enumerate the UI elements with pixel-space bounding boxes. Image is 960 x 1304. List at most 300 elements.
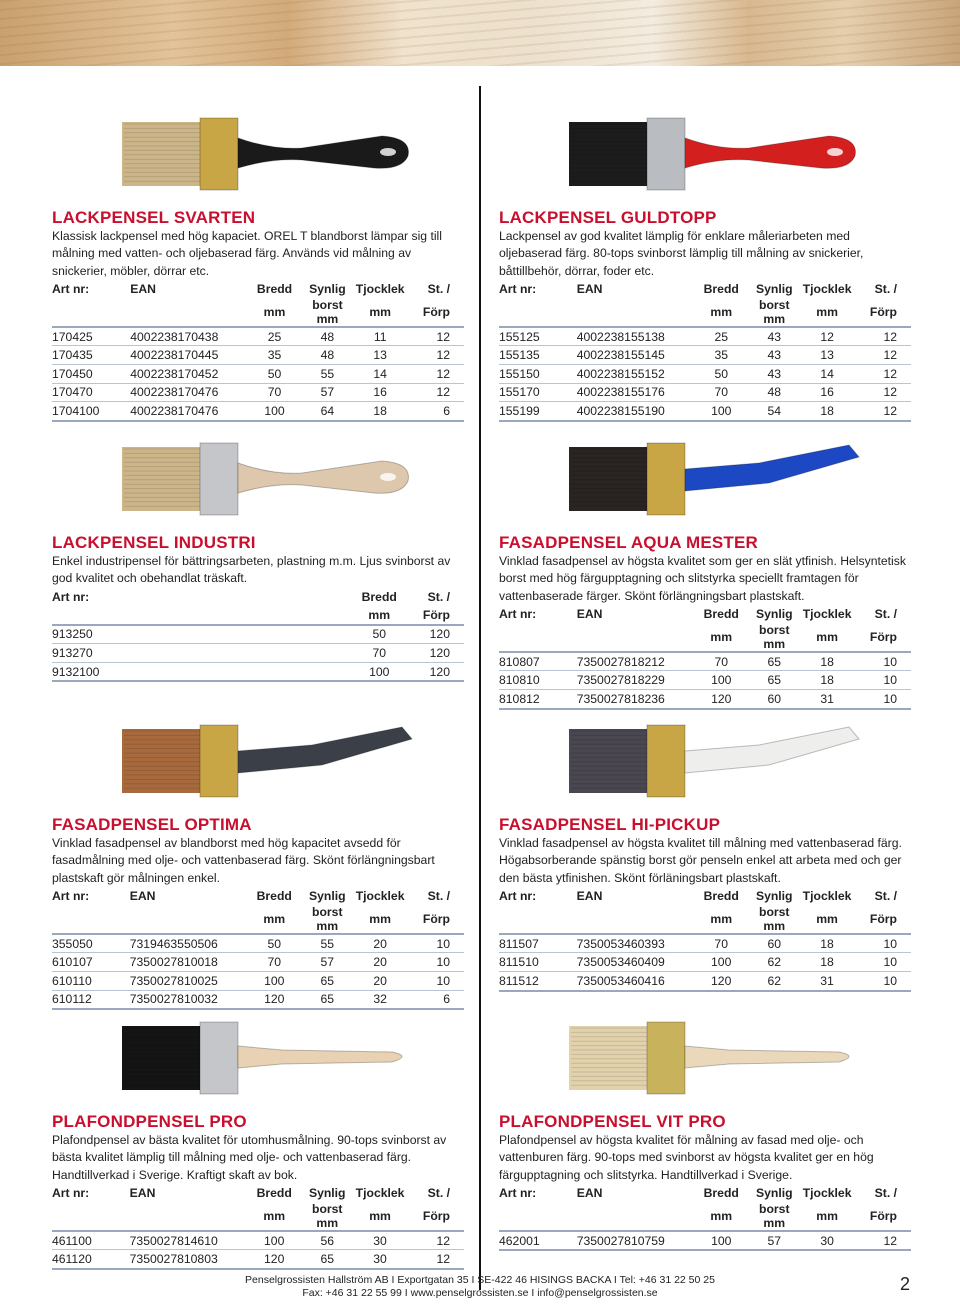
table-cell: 43 xyxy=(749,327,799,346)
table-header-unit xyxy=(499,905,577,934)
table-cell: 12 xyxy=(408,1231,464,1250)
table-cell: 20 xyxy=(352,972,407,991)
table-cell: 4002238170452 xyxy=(130,365,247,384)
table-cell: 20 xyxy=(352,953,407,972)
table-cell: 65 xyxy=(302,1250,352,1269)
table-row xyxy=(52,934,464,953)
table-header: Synlig xyxy=(755,1185,793,1200)
table-cell: 62 xyxy=(749,953,799,972)
table-row xyxy=(499,671,911,690)
table-header-unit: Förp xyxy=(855,905,911,934)
table-header: Synlig xyxy=(755,888,793,903)
table-header: Tjocklek xyxy=(802,606,852,621)
table-header: EAN xyxy=(129,888,156,903)
spec-table xyxy=(499,605,911,710)
table-header: Art nr: xyxy=(52,589,90,604)
table-cell: 811507 xyxy=(499,934,577,953)
table-cell xyxy=(132,625,246,644)
table-cell: 811510 xyxy=(499,953,577,972)
table-cell: 7350053460393 xyxy=(577,934,694,953)
table-cell: 60 xyxy=(749,934,799,953)
table-cell: 7350027810018 xyxy=(130,953,247,972)
table-cell: 155199 xyxy=(499,402,577,421)
table-row xyxy=(52,327,464,346)
table-cell: 7350027810759 xyxy=(577,1231,694,1251)
table-cell: 12 xyxy=(855,383,911,402)
spec-table xyxy=(499,887,911,992)
table-header-unit: mm xyxy=(799,905,854,934)
table-header: Tjocklek xyxy=(355,888,405,903)
table-cell: 11 xyxy=(353,327,408,346)
brush-ferrule xyxy=(647,118,685,190)
table-header-unit xyxy=(52,298,130,327)
table-header: Art nr: xyxy=(52,281,90,296)
table-header-unit: mm xyxy=(693,905,749,934)
table-header: Tjocklek xyxy=(802,888,852,903)
table-cell: 57 xyxy=(749,1231,799,1251)
brush-ferrule xyxy=(200,1022,238,1094)
table-cell: 12 xyxy=(855,365,911,384)
table-header xyxy=(132,588,246,606)
brush-handle xyxy=(685,445,859,491)
brush-ferrule xyxy=(647,443,685,515)
handle-hole xyxy=(380,473,396,481)
product-title: FASADPENSEL HI-PICKUP xyxy=(499,815,721,834)
header-wood-banner xyxy=(0,0,960,66)
table-cell: 14 xyxy=(353,365,408,384)
table-cell: 120 xyxy=(407,625,464,644)
table-cell: 810807 xyxy=(499,652,577,671)
table-cell: 35 xyxy=(247,346,303,365)
table-cell: 7350027814610 xyxy=(130,1231,247,1250)
table-header: Synlig xyxy=(308,888,346,903)
page-number: 2 xyxy=(900,1274,911,1294)
table-cell: 48 xyxy=(302,346,352,365)
table-cell: 610107 xyxy=(52,953,130,972)
table-cell: 7350053460416 xyxy=(577,972,694,991)
table-header: St. / xyxy=(427,589,450,604)
table-cell: 65 xyxy=(749,652,799,671)
table-row xyxy=(499,690,911,709)
brush-handle xyxy=(238,1046,402,1068)
table-cell: 6 xyxy=(408,402,464,421)
table-cell: 913270 xyxy=(52,644,132,663)
table-cell: 7350027818236 xyxy=(577,690,694,709)
table-cell xyxy=(302,662,352,681)
table-cell xyxy=(247,625,302,644)
table-header-unit: borst mm xyxy=(749,298,799,327)
brush-ferrule xyxy=(647,1022,685,1094)
table-header-unit: Förp xyxy=(855,623,911,652)
table-cell: 20 xyxy=(352,934,407,953)
product-description: Plafondpensel av bästa kvalitet för utomhusmålning. 90-tops svinborst av bästa kvalitet lämplig till målning med olje- och vattenbaserad färg. Handtillverkad i Sverige. Kraftigt skaft av bok. xyxy=(52,1133,447,1182)
product-image xyxy=(559,108,911,208)
table-header-unit: mm xyxy=(352,606,407,625)
table-header: Bredd xyxy=(361,589,397,604)
table-cell: 25 xyxy=(247,327,303,346)
table-header-unit: borst mm xyxy=(749,623,799,652)
table-header-unit: mm xyxy=(799,623,854,652)
table-cell: 7350053460409 xyxy=(577,953,694,972)
table-header: Art nr: xyxy=(499,606,537,621)
brush-image xyxy=(559,715,879,815)
table-header: St. / xyxy=(874,1185,897,1200)
table-cell: 14 xyxy=(799,365,854,384)
footer-contact: Fax: +46 31 22 55 99 I www.penselgrossisten.se I info@penselgrossisten.se xyxy=(302,1287,658,1299)
table-header: Bredd xyxy=(256,281,293,296)
table-cell: 7350027810032 xyxy=(130,990,247,1009)
table-header-unit: Förp xyxy=(408,298,464,327)
handle-hole xyxy=(380,148,396,156)
product-description: Vinklad fasadpensel av högsta kvalitet som ger en slät ytfinish. Helsyntetisk borst med hög färgupptagning och slitstyrka speciellt framtagen för vattenbaserade färger. Skönt förlängningsbart plastskaft. xyxy=(499,554,906,603)
product-title: LACKPENSEL INDUSTRI xyxy=(52,533,256,552)
table-cell: 70 xyxy=(693,383,749,402)
table-cell: 16 xyxy=(353,383,408,402)
product-section xyxy=(499,1012,911,1251)
table-header: St. / xyxy=(427,888,450,903)
table-cell: 811512 xyxy=(499,972,577,991)
table-cell: 70 xyxy=(352,644,407,663)
table-row xyxy=(52,662,464,681)
table-cell: 12 xyxy=(855,1231,911,1251)
table-row xyxy=(52,346,464,365)
table-header-unit: mm xyxy=(693,623,749,652)
table-cell: 31 xyxy=(799,690,854,709)
table-cell: 4002238155152 xyxy=(577,365,694,384)
table-cell: 10 xyxy=(408,972,464,991)
table-cell: 120 xyxy=(693,690,749,709)
spec-table xyxy=(52,887,464,1010)
table-header-unit xyxy=(577,298,694,327)
table-cell: 70 xyxy=(693,934,749,953)
table-cell: 100 xyxy=(693,953,749,972)
table-cell: 4002238155190 xyxy=(577,402,694,421)
spec-table xyxy=(52,280,464,422)
table-row xyxy=(52,383,464,402)
table-cell: 16 xyxy=(799,383,854,402)
product-image xyxy=(112,108,464,208)
table-cell: 170450 xyxy=(52,365,130,384)
table-header xyxy=(302,588,352,606)
table-header-unit xyxy=(130,905,247,934)
table-header: Art nr: xyxy=(52,888,90,903)
table-cell: 50 xyxy=(693,365,749,384)
table-cell: 10 xyxy=(408,953,464,972)
table-cell xyxy=(302,644,352,663)
table-cell: 100 xyxy=(247,402,303,421)
table-cell: 100 xyxy=(246,1231,302,1250)
table-cell: 12 xyxy=(408,1250,464,1269)
table-header-unit: mm xyxy=(353,298,408,327)
table-header: EAN xyxy=(576,1185,603,1200)
table-cell: 55 xyxy=(302,934,352,953)
brush-image xyxy=(112,108,432,208)
table-cell: 170435 xyxy=(52,346,130,365)
table-cell: 30 xyxy=(799,1231,854,1251)
table-cell: 10 xyxy=(855,652,911,671)
table-row xyxy=(499,953,911,972)
table-cell: 50 xyxy=(246,934,302,953)
product-image xyxy=(559,1012,911,1112)
table-cell: 4002238155145 xyxy=(577,346,694,365)
table-header-unit: Förp xyxy=(855,298,911,327)
brush-handle xyxy=(685,727,859,773)
table-header: Bredd xyxy=(256,888,292,903)
spec-table xyxy=(52,1184,464,1270)
table-cell: 6 xyxy=(408,990,464,1009)
table-row xyxy=(52,365,464,384)
table-header: EAN xyxy=(576,888,603,903)
table-header-unit: mm xyxy=(246,1202,302,1231)
table-row xyxy=(499,1231,911,1251)
table-cell: 12 xyxy=(855,327,911,346)
table-header xyxy=(247,588,302,606)
table-row xyxy=(499,402,911,421)
table-cell: 70 xyxy=(246,953,302,972)
table-cell: 25 xyxy=(693,327,749,346)
table-header: St. / xyxy=(427,281,450,296)
product-description: Enkel industripensel för bättringsarbeten, plastning m.m. Ljus svinborst av god kvalitet och obehandlat träskaft. xyxy=(52,554,451,586)
table-row xyxy=(499,383,911,402)
table-cell: 355050 xyxy=(52,934,130,953)
brush-handle xyxy=(685,1046,849,1068)
table-header-unit xyxy=(577,623,694,652)
table-cell xyxy=(302,625,352,644)
table-cell: 120 xyxy=(407,644,464,663)
table-cell xyxy=(132,662,246,681)
table-cell: 65 xyxy=(749,671,799,690)
product-section xyxy=(499,433,911,710)
brush-image xyxy=(559,1012,879,1112)
product-image xyxy=(112,1012,464,1112)
table-cell: 4002238155176 xyxy=(577,383,694,402)
table-row xyxy=(499,972,911,991)
brush-ferrule xyxy=(200,118,238,190)
table-header: Tjocklek xyxy=(355,281,405,296)
table-cell: 462001 xyxy=(499,1231,577,1251)
table-row xyxy=(499,346,911,365)
table-cell xyxy=(247,644,302,663)
table-cell: 120 xyxy=(246,1250,302,1269)
table-cell: 100 xyxy=(352,662,407,681)
table-header: Tjocklek xyxy=(355,1185,405,1200)
table-row xyxy=(52,402,464,421)
table-header: Art nr: xyxy=(499,1185,537,1200)
table-cell xyxy=(132,644,246,663)
spec-table xyxy=(52,588,464,683)
table-cell: 18 xyxy=(353,402,408,421)
table-cell: 12 xyxy=(855,402,911,421)
table-cell: 50 xyxy=(352,625,407,644)
table-header: Art nr: xyxy=(52,1185,90,1200)
table-cell: 10 xyxy=(855,934,911,953)
table-header-unit: Förp xyxy=(408,1202,464,1231)
product-title: FASADPENSEL AQUA MESTER xyxy=(499,533,759,552)
brush-ferrule xyxy=(647,725,685,797)
brush-image xyxy=(559,433,879,533)
product-section xyxy=(499,108,911,422)
table-header: Synlig xyxy=(308,1185,346,1200)
table-cell: 10 xyxy=(855,690,911,709)
table-cell: 18 xyxy=(799,953,854,972)
table-row xyxy=(52,953,464,972)
table-cell: 100 xyxy=(693,671,749,690)
table-header: EAN xyxy=(130,281,156,296)
table-header: Synlig xyxy=(755,281,793,296)
table-cell: 810812 xyxy=(499,690,577,709)
table-cell: 120 xyxy=(407,662,464,681)
table-header: Bredd xyxy=(703,888,739,903)
footer xyxy=(0,1274,960,1300)
table-header-unit xyxy=(52,1202,130,1231)
table-header-unit: borst mm xyxy=(302,905,352,934)
table-cell: 610112 xyxy=(52,990,130,1009)
table-cell: 7350027810803 xyxy=(130,1250,247,1269)
table-cell: 4002238170438 xyxy=(130,327,247,346)
table-header-unit: mm xyxy=(693,1202,749,1231)
table-header-unit: Förp xyxy=(855,1202,911,1231)
brush-image xyxy=(559,108,879,208)
table-cell: 55 xyxy=(302,365,352,384)
table-cell: 30 xyxy=(352,1231,407,1250)
product-description: Plafondpensel av högsta kvalitet för målning av fasad med olje- och vattenburen färg. 90-tops med svinborst av högsta kvalitet ger en hög färgupptagning och slitstyrka. Handtillverkad i Sverige. xyxy=(499,1133,874,1182)
table-cell: 12 xyxy=(799,327,854,346)
table-header: EAN xyxy=(576,281,603,296)
product-image xyxy=(559,715,911,815)
table-cell: 7350027810025 xyxy=(130,972,247,991)
product-image xyxy=(112,433,464,533)
table-header: Bredd xyxy=(703,606,739,621)
table-header-unit xyxy=(130,1202,247,1231)
table-cell: 12 xyxy=(408,365,464,384)
table-header-unit: mm xyxy=(246,905,302,934)
table-cell: 810810 xyxy=(499,671,577,690)
table-header-unit: Förp xyxy=(407,606,464,625)
table-cell: 170470 xyxy=(52,383,130,402)
table-cell: 12 xyxy=(408,346,464,365)
table-header-unit: mm xyxy=(352,1202,407,1231)
table-cell: 60 xyxy=(749,690,799,709)
table-cell: 7350027818212 xyxy=(577,652,694,671)
footer-address: Penselgrossisten Hallström AB I Exportgatan 35 I SE-422 46 HISINGS BACKA I Tel: +46 31 22 50 25 xyxy=(245,1274,715,1286)
table-cell: 610110 xyxy=(52,972,130,991)
table-header: Bredd xyxy=(703,281,739,296)
table-cell: 13 xyxy=(799,346,854,365)
product-description: Vinklad fasadpensel av blandborst med hög kapacitet avsedd för fasadmålning med olje- och vattenbaserad färg. Skönt förlängningsbart plastskaft gör målningen enkel. xyxy=(52,836,435,885)
table-cell: 12 xyxy=(408,383,464,402)
table-header-unit xyxy=(302,606,352,625)
table-cell: 32 xyxy=(352,990,407,1009)
table-header: Bredd xyxy=(703,1185,739,1200)
table-row xyxy=(52,1250,464,1269)
table-header: St. / xyxy=(427,1185,450,1200)
table-cell: 50 xyxy=(247,365,303,384)
table-header-unit: mm xyxy=(693,298,749,327)
table-row xyxy=(52,644,464,663)
table-cell: 64 xyxy=(302,402,352,421)
table-cell: 155150 xyxy=(499,365,577,384)
product-section xyxy=(52,433,464,682)
table-header-unit xyxy=(52,606,132,625)
table-cell: 57 xyxy=(302,383,352,402)
table-header-unit xyxy=(499,623,577,652)
table-cell: 10 xyxy=(855,671,911,690)
table-cell: 35 xyxy=(693,346,749,365)
product-title: PLAFONDPENSEL PRO xyxy=(52,1112,247,1131)
table-cell: 18 xyxy=(799,652,854,671)
table-cell: 12 xyxy=(408,327,464,346)
product-section xyxy=(52,108,464,422)
table-header: St. / xyxy=(874,281,897,296)
table-cell: 4002238170476 xyxy=(130,402,247,421)
table-cell: 7350027818229 xyxy=(577,671,694,690)
column-divider xyxy=(479,86,481,1290)
table-header-unit xyxy=(499,298,577,327)
table-cell: 56 xyxy=(302,1231,352,1250)
table-cell: 18 xyxy=(799,402,854,421)
table-header-unit: borst mm xyxy=(749,905,799,934)
product-title: FASADPENSEL OPTIMA xyxy=(52,815,252,834)
brush-image xyxy=(112,433,432,533)
brush-image xyxy=(112,1012,432,1112)
brush-handle xyxy=(238,727,412,773)
table-cell: 120 xyxy=(693,972,749,991)
product-title: PLAFONDPENSEL VIT PRO xyxy=(499,1112,726,1131)
table-row xyxy=(499,934,911,953)
table-cell: 12 xyxy=(855,346,911,365)
table-cell: 57 xyxy=(302,953,352,972)
table-cell: 120 xyxy=(246,990,302,1009)
table-row xyxy=(52,972,464,991)
table-cell: 62 xyxy=(749,972,799,991)
table-cell: 18 xyxy=(799,934,854,953)
table-cell: 4002238170445 xyxy=(130,346,247,365)
table-header: St. / xyxy=(874,888,897,903)
table-row xyxy=(499,327,911,346)
brush-ferrule xyxy=(200,725,238,797)
product-title: LACKPENSEL GULDTOPP xyxy=(499,208,717,227)
table-header-unit: borst mm xyxy=(302,1202,352,1231)
table-header-unit: mm xyxy=(352,905,407,934)
product-title: LACKPENSEL SVARTEN xyxy=(52,208,256,227)
table-header: Bredd xyxy=(256,1185,292,1200)
table-header-unit: borst mm xyxy=(302,298,352,327)
product-description: Vinklad fasadpensel av högsta kvalitet till målning med vattenbaserad färg. Högabsorberande spänstig borst gör penseln enkel att arbeta med och ger den bästa ytfinishen. Skönt förläningsbart plastskaft. xyxy=(499,836,902,885)
table-header-unit: mm xyxy=(799,298,854,327)
table-cell: 461120 xyxy=(52,1250,130,1269)
table-cell: 65 xyxy=(302,972,352,991)
table-cell: 10 xyxy=(408,934,464,953)
table-cell: 43 xyxy=(749,365,799,384)
product-image xyxy=(559,433,911,533)
table-cell: 4002238155138 xyxy=(577,327,694,346)
table-cell: 48 xyxy=(749,383,799,402)
table-cell: 100 xyxy=(693,1231,749,1251)
table-header: St. / xyxy=(874,606,897,621)
product-section xyxy=(499,715,911,992)
table-header: Art nr: xyxy=(499,888,537,903)
table-cell xyxy=(247,662,302,681)
product-image xyxy=(112,715,464,815)
table-cell: 10 xyxy=(855,972,911,991)
product-section xyxy=(52,1012,464,1270)
table-cell: 31 xyxy=(799,972,854,991)
table-header-unit xyxy=(52,905,130,934)
table-header: EAN xyxy=(129,1185,156,1200)
table-cell: 54 xyxy=(749,402,799,421)
table-cell: 100 xyxy=(246,972,302,991)
table-header-unit xyxy=(132,606,246,625)
